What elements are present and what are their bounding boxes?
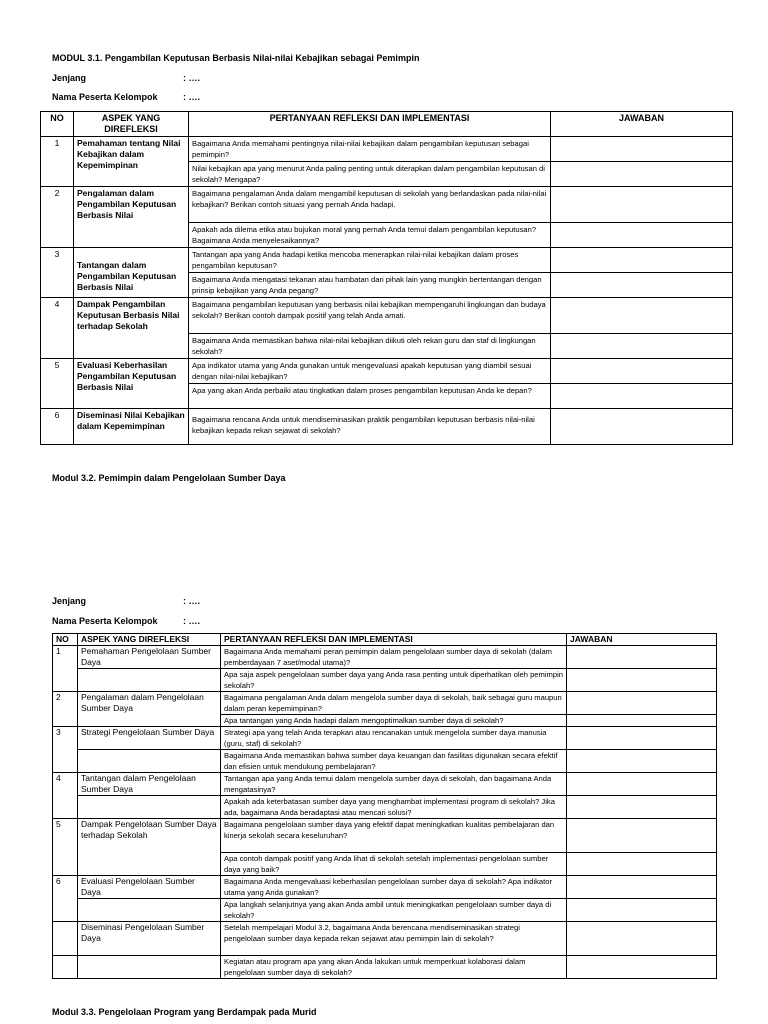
answer-cell[interactable] (567, 853, 717, 876)
aspect-cell: Pengalaman dalam Pengambilan Keputusan Berbasis Nilai (74, 187, 189, 248)
nama-label: Nama Peserta Kelompok (52, 616, 158, 626)
table-row (53, 727, 717, 750)
question-cell: Apakah ada dilema etika atau bujukan moral yang pernah Anda temui dalam pengambilan keputusan? Bagaimana Anda menyelesaikannya? (189, 223, 551, 248)
question-cell: Tantangan apa yang Anda hadapi ketika mencoba menerapkan nilai-nilai kebajikan dalam proses pengambilan keputusan? (189, 248, 551, 273)
aspect-cell-empty (78, 796, 221, 819)
aspect-cell: Diseminasi Nilai Kebajikan dalam Kepemimpinan (74, 409, 189, 445)
aspect-cell-empty (78, 956, 221, 979)
aspect-cell: Evaluasi Keberhasilan Pengambilan Keputusan Berbasis Nilai (74, 359, 189, 409)
answer-cell[interactable] (567, 715, 717, 727)
table-row (41, 187, 733, 223)
question-cell: Bagaimana Anda memahami pentingnya nilai-nilai kebajikan dalam pengambilan keputusan sebagai pemimpin? (189, 137, 551, 162)
answer-cell[interactable] (567, 819, 717, 853)
answer-cell[interactable] (551, 273, 733, 298)
table-row (41, 409, 733, 445)
answer-cell[interactable] (551, 359, 733, 384)
question-cell: Bagaimana Anda mengatasi tekanan atau hambatan dari pihak lain yang mungkin bertentangan dengan prinsip kebajikan yang Anda pegang? (189, 273, 551, 298)
answer-cell[interactable] (551, 137, 733, 162)
table-row (53, 669, 717, 692)
aspect-cell-empty (78, 899, 221, 922)
aspect-cell: Pengalaman dalam Pengelolaan Sumber Daya (78, 692, 221, 727)
row-number: 3 (41, 248, 74, 298)
question-cell: Apa tantangan yang Anda hadapi dalam mengoptimalkan sumber daya di sekolah? (221, 715, 567, 727)
table-row (53, 922, 717, 956)
question-cell: Strategi apa yang telah Anda terapkan atau rencanakan untuk mengelola sumber daya manusia (guru, staf) di sekolah? (221, 727, 567, 750)
module1-jenjang-row (52, 73, 200, 83)
table-row (53, 796, 717, 819)
answer-cell[interactable] (567, 727, 717, 750)
question-cell: Bagaimana Anda mengevaluasi keberhasilan pengelolaan sumber daya di sekolah? Apa indikator utama yang Anda gunakan? (221, 876, 567, 899)
table-row (53, 692, 717, 715)
row-number: 2 (41, 187, 74, 248)
row-number: 2 (53, 692, 78, 727)
header-no: NO (53, 634, 78, 646)
answer-cell[interactable] (567, 750, 717, 773)
question-cell: Bagaimana Anda memastikan bahwa nilai-nilai kebajikan diikuti oleh rekan guru dan staf di lingkungan sekolah? (189, 334, 551, 359)
table-row (41, 298, 733, 334)
table-row (53, 750, 717, 773)
jenjang-value: : …. (183, 73, 200, 83)
header-pertanyaan: PERTANYAAN REFLEKSI DAN IMPLEMENTASI (221, 634, 567, 646)
aspect-cell-empty (78, 669, 221, 692)
question-cell: Bagaimana pengalaman Anda dalam mengambil keputusan di sekolah yang berlandaskan pada nilai-nilai kebajikan? Berikan contoh situasi yang pernah Anda hadapi. (189, 187, 551, 223)
question-cell: Apa langkah selanjutnya yang akan Anda ambil untuk meningkatkan pengelolaan sumber daya di sekolah? (221, 899, 567, 922)
question-cell: Bagaimana rencana Anda untuk mendiseminasikan praktik pengambilan keputusan berbasis nilai-nilai kebajikan kepada rekan sejawat di sekolah? (189, 409, 551, 445)
answer-cell[interactable] (567, 669, 717, 692)
table-row (41, 248, 733, 273)
aspect-cell: Tantangan dalam Pengambilan Keputusan Berbasis Nilai (74, 248, 189, 298)
answer-cell[interactable] (551, 223, 733, 248)
question-cell: Apa contoh dampak positif yang Anda lihat di sekolah setelah implementasi pengelolaan sumber daya yang baik? (221, 853, 567, 876)
row-number: 4 (41, 298, 74, 359)
aspect-cell: Dampak Pengelolaan Sumber Daya terhadap Sekolah (78, 819, 221, 876)
nama-value: : …. (183, 92, 200, 102)
aspect-cell: Dampak Pengambilan Keputusan Berbasis Nilai terhadap Sekolah (74, 298, 189, 359)
row-number: 5 (41, 359, 74, 409)
aspect-cell-empty (78, 750, 221, 773)
row-number: 1 (53, 646, 78, 692)
row-number: 3 (53, 727, 78, 773)
module3-title: Modul 3.3. Pengelolaan Program yang Berdampak pada Murid (52, 1007, 317, 1017)
header-aspek: ASPEK YANG DIREFLEKSI (78, 634, 221, 646)
nama-label: Nama Peserta Kelompok (52, 92, 158, 102)
answer-cell[interactable] (551, 298, 733, 334)
answer-cell[interactable] (567, 692, 717, 715)
jenjang-value: : …. (183, 596, 200, 606)
answer-cell[interactable] (551, 162, 733, 187)
question-cell: Nilai kebajikan apa yang menurut Anda paling penting untuk diterapkan dalam pengambilan keputusan di sekolah? Mengapa? (189, 162, 551, 187)
answer-cell[interactable] (551, 248, 733, 273)
table-row (53, 819, 717, 853)
module1-title: MODUL 3.1. Pengambilan Keputusan Berbasis Nilai-nilai Kebajikan sebagai Pemimpin (52, 53, 420, 63)
table-header-row (41, 112, 733, 137)
module2-nama-row (52, 616, 200, 626)
answer-cell[interactable] (567, 773, 717, 796)
answer-cell[interactable] (567, 646, 717, 669)
answer-cell[interactable] (567, 796, 717, 819)
module1-reflection-table (40, 111, 733, 445)
question-cell: Apa saja aspek pengelolaan sumber daya yang Anda rasa penting untuk diperhatikan oleh pemimpin sekolah? (221, 669, 567, 692)
question-cell: Tantangan apa yang Anda temui dalam mengelola sumber daya di sekolah, dan bagaimana Anda mengatasinya? (221, 773, 567, 796)
answer-cell[interactable] (551, 187, 733, 223)
row-number: 4 (53, 773, 78, 819)
row-number: 6 (41, 409, 74, 445)
table-row (53, 899, 717, 922)
table-header-row (53, 634, 717, 646)
aspect-cell: Pemahaman Pengelolaan Sumber Daya (78, 646, 221, 669)
answer-cell[interactable] (551, 409, 733, 445)
aspect-cell: Evaluasi Pengelolaan Sumber Daya (78, 876, 221, 899)
row-number: 6 (53, 876, 78, 922)
answer-cell[interactable] (567, 876, 717, 899)
module2-title: Modul 3.2. Pemimpin dalam Pengelolaan Sumber Daya (52, 473, 286, 483)
question-cell: Bagaimana pengalaman Anda dalam mengelola sumber daya di sekolah, baik sebagai guru maupun dalam peran kepemimpinan? (221, 692, 567, 715)
question-cell: Bagaimana Anda memastikan bahwa sumber daya keuangan dan fasilitas digunakan secara efektif dan efisien untuk mendukung pembelajaran? (221, 750, 567, 773)
row-number-empty (53, 956, 78, 979)
header-no: NO (41, 112, 74, 137)
question-cell: Setelah mempelajari Modul 3.2, bagaimana Anda berencana mendiseminasikan strategi pengelolaan sumber daya kepada rekan sejawat atau pemimpin lain di sekolah? (221, 922, 567, 956)
aspect-cell: Tantangan dalam Pengelolaan Sumber Daya (78, 773, 221, 796)
answer-cell[interactable] (551, 384, 733, 409)
answer-cell[interactable] (567, 922, 717, 956)
header-aspek: ASPEK YANG DIREFLEKSI (74, 112, 189, 137)
nama-value: : …. (183, 616, 200, 626)
module1-nama-row (52, 92, 200, 102)
jenjang-label: Jenjang (52, 73, 87, 83)
table-row (41, 137, 733, 162)
jenjang-label: Jenjang (52, 596, 87, 606)
question-cell: Apa yang akan Anda perbaiki atau tingkatkan dalam proses pengambilan keputusan Anda ke depan? (189, 384, 551, 409)
question-cell: Apa indikator utama yang Anda gunakan untuk mengevaluasi apakah keputusan yang diambil sesuai dengan nilai-nilai kebajikan? (189, 359, 551, 384)
table-row (53, 876, 717, 899)
header-jawaban: JAWABAN (567, 634, 717, 646)
table-row (41, 359, 733, 384)
question-cell: Apakah ada keterbatasan sumber daya yang menghambat implementasi program di sekolah? Jika ada, bagaimana Anda beradaptasi atau mencari solusi? (221, 796, 567, 819)
question-cell: Kegiatan atau program apa yang akan Anda lakukan untuk memperkuat kolaborasi dalam pengelolaan sumber daya di sekolah? (221, 956, 567, 979)
module2-jenjang-row (52, 596, 200, 606)
aspect-cell: Pemahaman tentang Nilai Kebajikan dalam Kepemimpinan (74, 137, 189, 187)
module2-reflection-table (52, 633, 717, 979)
table-row (53, 646, 717, 669)
aspect-cell: Strategi Pengelolaan Sumber Daya (78, 727, 221, 750)
row-number (53, 922, 78, 956)
row-number: 5 (53, 819, 78, 876)
answer-cell[interactable] (551, 334, 733, 359)
answer-cell[interactable] (567, 956, 717, 979)
aspect-cell: Diseminasi Pengelolaan Sumber Daya (78, 922, 221, 956)
answer-cell[interactable] (567, 899, 717, 922)
question-cell: Bagaimana Anda memahami peran pemimpin dalam pengelolaan sumber daya di sekolah (dalam pemberdayaan 7 aset/modal utama)? (221, 646, 567, 669)
table-row (53, 956, 717, 979)
question-cell: Bagaimana pengambilan keputusan yang berbasis nilai kebajikan mempengaruhi lingkungan dan budaya sekolah? Berikan contoh dampak positif yang telah Anda amati. (189, 298, 551, 334)
question-cell: Bagaimana pengelolaan sumber daya yang efektif dapat meningkatkan kualitas pembelajaran dan kinerja sekolah secara keseluruhan? (221, 819, 567, 853)
table-row (53, 773, 717, 796)
header-pertanyaan: PERTANYAAN REFLEKSI DAN IMPLEMENTASI (189, 112, 551, 137)
row-number: 1 (41, 137, 74, 187)
header-jawaban: JAWABAN (551, 112, 733, 137)
